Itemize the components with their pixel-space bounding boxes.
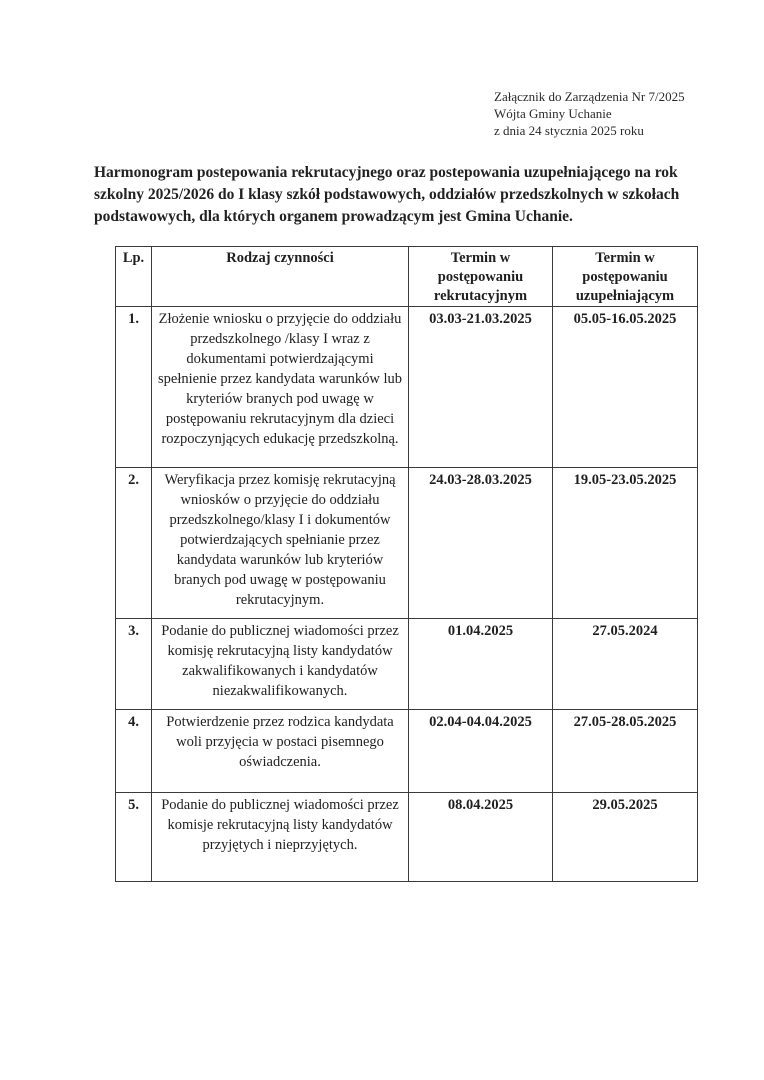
row-number: 1. [116, 307, 152, 468]
row-supplementary-term: 27.05.2024 [553, 619, 698, 710]
table-row [116, 710, 698, 793]
row-activity: Weryfikacja przez komisję rekrutacyjną wniosków o przyjęcie do oddziału przedszkolnego/klasy I i dokumentów potwierdzających spełnianie przez kandydata warunków lub kryteriów branych pod uwagę w postępowaniu rekrutacyjnym. [152, 468, 409, 619]
table-row [116, 307, 698, 468]
row-activity: Potwierdzenie przez rodzica kandydata woli przyjęcia w postaci pisemnego oświadczenia. [152, 710, 409, 793]
row-supplementary-term: 27.05-28.05.2025 [553, 710, 698, 793]
row-supplementary-term: 05.05-16.05.2025 [553, 307, 698, 468]
row-activity: Podanie do publicznej wiadomości przez komisję rekrutacyjną listy kandydatów zakwalifikowanych i kandydatów niezakwalifikowanych. [152, 619, 409, 710]
annex-line-1: Załącznik do Zarządzenia Nr 7/2025 [494, 89, 685, 104]
row-recruitment-term: 24.03-28.03.2025 [409, 468, 553, 619]
row-recruitment-term: 08.04.2025 [409, 793, 553, 882]
annex-line-3: z dnia 24 stycznia 2025 roku [494, 123, 644, 138]
table-row [116, 619, 698, 710]
header-lp: Lp. [116, 247, 152, 307]
row-supplementary-term: 19.05-23.05.2025 [553, 468, 698, 619]
annex-note [494, 88, 685, 139]
row-activity: Złożenie wniosku o przyjęcie do oddziału przedszkolnego /klasy I wraz z dokumentami potwierdzającymi spełnienie przez kandydata warunków lub kryteriów branych pod uwagę w postępowaniu rekrutacyjnym dla dzieci rozpoczynjących edukację przedszkolną. [152, 307, 409, 468]
row-recruitment-term: 01.04.2025 [409, 619, 553, 710]
header-activity: Rodzaj czynności [152, 247, 409, 307]
row-number: 5. [116, 793, 152, 882]
row-supplementary-term: 29.05.2025 [553, 793, 698, 882]
row-recruitment-term: 03.03-21.03.2025 [409, 307, 553, 468]
row-recruitment-term: 02.04-04.04.2025 [409, 710, 553, 793]
row-number: 2. [116, 468, 152, 619]
row-number: 3. [116, 619, 152, 710]
annex-line-2: Wójta Gminy Uchanie [494, 106, 612, 121]
row-number: 4. [116, 710, 152, 793]
header-supplementary-term: Termin w postępowaniu uzupełniającym [553, 247, 698, 307]
table-row [116, 468, 698, 619]
table-header-row [116, 247, 698, 307]
row-activity: Podanie do publicznej wiadomości przez komisje rekrutacyjną listy kandydatów przyjętych i nieprzyjętych. [152, 793, 409, 882]
table-row [116, 793, 698, 882]
header-recruitment-term: Termin w postępowaniu rekrutacyjnym [409, 247, 553, 307]
schedule-table [115, 246, 698, 882]
document-title: Harmonogram postepowania rekrutacyjnego oraz postepowania uzupełniającego na rok szkolny 2025/2026 do I klasy szkół podstawowych, oddziałów przedszkolnych w szkołach podstawowych, dla których organem prowadzącym jest Gmina Uchanie. [94, 164, 680, 225]
